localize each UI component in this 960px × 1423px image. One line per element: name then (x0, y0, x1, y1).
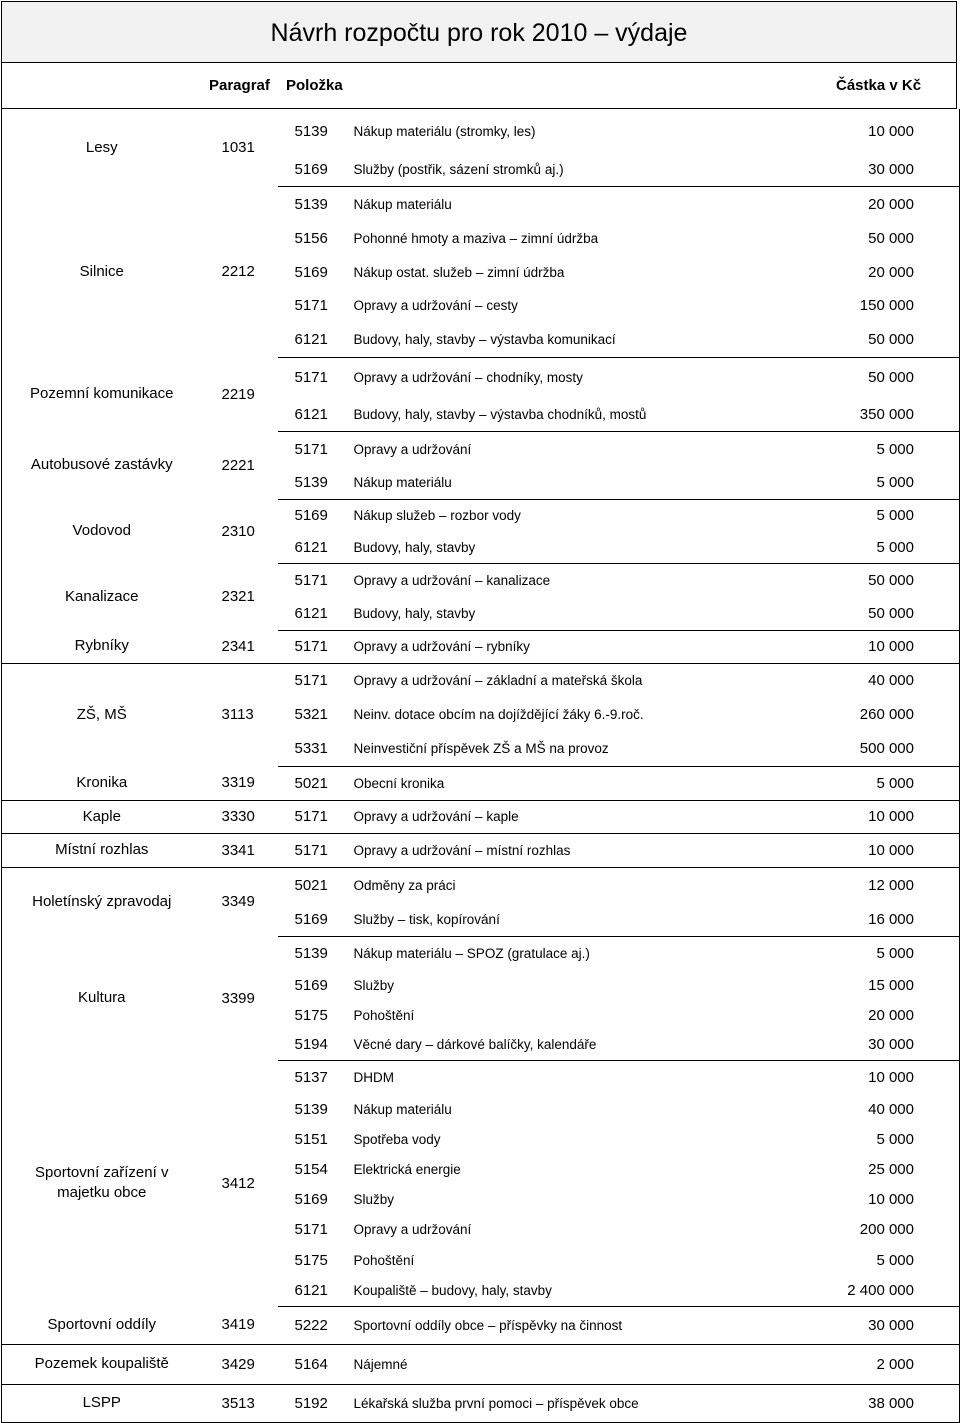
polozka-code: 5175 (294, 1251, 328, 1269)
table-row (2, 766, 960, 800)
category-name: Místní rozhlas (2, 833, 202, 867)
item-description: Opravy a udržování (353, 1222, 472, 1237)
category-name: ZŠ, MŠ (2, 663, 202, 766)
amount: 20 000 (790, 186, 960, 222)
category-name: Holetínský zpravodaj (2, 867, 202, 936)
item-description: Budovy, haly, stavby (354, 532, 790, 563)
polozka-code: 5139 (294, 1100, 328, 1118)
item-description: Věcné dary – dárkové balíčky, kalendáře (354, 1030, 790, 1060)
amount: 50 000 (790, 597, 960, 630)
paragraf-code: 2221 (221, 456, 255, 474)
amount: 25 000 (790, 1154, 960, 1184)
polozka-code: 5169 (294, 1190, 328, 1208)
polozka-code: 5321 (294, 706, 328, 723)
paragraf-code: 3513 (202, 1384, 278, 1422)
polozka-code: 5171 (294, 571, 328, 589)
amount: 30 000 (790, 1306, 960, 1344)
category-name: Pozemek koupaliště (2, 1344, 202, 1384)
polozka-code: 5192 (278, 1384, 354, 1422)
table-row (2, 357, 960, 398)
item-description: Nákup ostat. služeb – zimní údržba (353, 264, 565, 280)
item-description: Budovy, haly, stavby – výstavba chodníků, mostů (354, 398, 790, 431)
item-description: Sportovní oddíly obce – příspěvky na činnost (354, 1306, 790, 1344)
polozka-code: 5139 (294, 195, 328, 213)
paragraf-code: 1031 (221, 139, 255, 156)
amount: 50 000 (790, 222, 960, 255)
paragraf-code: 2212 (221, 263, 255, 280)
amount: 10 000 (790, 109, 960, 153)
item-description: Služby (353, 977, 395, 993)
table-row (2, 867, 960, 903)
paragraf-code: 2341 (202, 630, 278, 663)
polozka-code: 5171 (278, 800, 354, 833)
item-description: Opravy a udržování – místní rozhlas (354, 833, 790, 867)
polozka-code: 5175 (294, 1006, 328, 1024)
item-description: Nákup služeb – rozbor vody (353, 508, 521, 524)
amount: 5 000 (790, 1245, 960, 1275)
polozka-code: 5169 (294, 263, 328, 281)
polozka-code: 5169 (278, 153, 354, 186)
amount: 15 000 (790, 970, 960, 1000)
table-row (2, 936, 960, 970)
item-description: Opravy a udržování (353, 441, 472, 457)
amount: 5 000 (790, 467, 960, 499)
amount: 2 000 (790, 1344, 960, 1384)
table-header (1, 63, 957, 109)
item-description: Opravy a udržování – cesty (353, 298, 518, 313)
amount: 200 000 (790, 1214, 960, 1245)
polozka-code: 5021 (294, 876, 328, 894)
item-description: Nákup materiálu (stromky, les) (353, 123, 536, 139)
header-paragraf: Paragraf (209, 77, 270, 94)
item-description: Nákup materiálu (354, 467, 790, 499)
polozka-code: 5156 (294, 230, 328, 247)
paragraf-code: 3113 (221, 706, 254, 724)
item-description: Nákup materiálu – SPOZ (gratulace aj.) (353, 945, 590, 961)
amount: 20 000 (790, 255, 960, 289)
amount: 500 000 (790, 731, 960, 766)
item-description: Koupaliště – budovy, haly, stavby (354, 1275, 790, 1306)
paragraf-code: 3412 (221, 1174, 255, 1192)
header-polozka: Položka (286, 77, 343, 94)
item-description: Služby – tisk, kopírování (354, 903, 790, 936)
item-description: Pohonné hmoty a maziva – zimní údržba (353, 231, 599, 246)
polozka-code: 5139 (278, 467, 354, 499)
amount: 5 000 (790, 499, 960, 532)
item-description: Pohoštění (353, 1252, 415, 1268)
paragraf-code: 3341 (202, 833, 278, 867)
polozka-code: 5169 (294, 976, 328, 994)
amount: 50 000 (790, 322, 960, 357)
polozka-code: 5171 (294, 440, 328, 458)
item-description: Budovy, haly, stavby – výstavba komunikací (354, 322, 790, 357)
item-description: Nákup materiálu (353, 1101, 452, 1117)
item-description: Budovy, haly, stavby (354, 597, 790, 630)
polozka-code: 5137 (294, 1068, 328, 1086)
paragraf-code: 2310 (221, 522, 255, 540)
amount: 16 000 (790, 903, 960, 936)
polozka-code: 6121 (278, 532, 354, 563)
polozka-code: 5331 (278, 731, 354, 766)
table-row (2, 1384, 960, 1422)
amount: 10 000 (790, 1060, 960, 1094)
amount: 50 000 (790, 563, 960, 597)
amount: 40 000 (790, 1094, 960, 1124)
category-name: Kaple (2, 800, 202, 833)
category-name: Rybníky (2, 630, 202, 663)
paragraf-code: 3349 (221, 893, 255, 911)
amount: 50 000 (790, 357, 960, 398)
item-description: Spotřeba vody (353, 1131, 441, 1147)
item-description: Služby (postřik, sázení stromků aj.) (354, 153, 790, 186)
table-row (2, 563, 960, 597)
polozka-code: 5171 (294, 369, 328, 387)
item-description: Nájemné (354, 1344, 790, 1384)
category-name: LSPP (2, 1384, 202, 1422)
paragraf-code: 2321 (221, 588, 255, 605)
item-description: DHDM (353, 1069, 394, 1085)
item-description: Elektrická energie (353, 1161, 461, 1177)
item-description: Opravy a udržování – kaple (354, 800, 790, 833)
polozka-code: 5169 (278, 903, 354, 936)
item-description: Pohoštění (353, 1007, 415, 1023)
table-row (2, 499, 960, 532)
category-name: Sportovní oddíly (2, 1306, 202, 1344)
amount: 5 000 (790, 936, 960, 970)
category-name: Pozemní komunikace (2, 357, 202, 431)
amount: 10 000 (790, 630, 960, 663)
table-row (2, 1344, 960, 1384)
category-name: Lesy (2, 109, 202, 186)
polozka-code: 5222 (278, 1306, 354, 1344)
item-description: Odměny za práci (353, 877, 456, 893)
amount: 12 000 (790, 867, 960, 903)
polozka-code: 5171 (294, 1221, 328, 1238)
amount: 38 000 (790, 1384, 960, 1422)
category-name: Autobusové zastávky (2, 431, 202, 499)
paragraf-code: 3399 (221, 989, 255, 1007)
paragraf-code: 3330 (202, 800, 278, 833)
polozka-code: 5171 (294, 672, 328, 690)
table-row (2, 663, 960, 698)
paragraf-code: 3429 (202, 1344, 278, 1384)
table-row (2, 800, 960, 833)
polozka-code: 5139 (294, 122, 328, 140)
polozka-code: 5194 (278, 1030, 354, 1060)
amount: 30 000 (790, 1030, 960, 1060)
category-name: Sportovní zařízení v majetku obce (2, 1060, 202, 1306)
amount: 150 000 (790, 289, 960, 322)
amount: 40 000 (790, 663, 960, 698)
item-description: Nákup materiálu (353, 196, 452, 212)
category-name: Kanalizace (2, 563, 202, 630)
table-row (2, 1306, 960, 1344)
budget-document (1, 1, 957, 1423)
polozka-code: 5164 (278, 1344, 354, 1384)
polozka-code: 5171 (294, 297, 328, 314)
polozka-code: 5021 (278, 766, 354, 800)
category-name: Vodovod (2, 499, 202, 563)
polozka-code: 5151 (294, 1130, 328, 1148)
polozka-code: 5154 (294, 1160, 328, 1178)
table-row (2, 431, 960, 467)
table-row (2, 833, 960, 867)
polozka-code: 6121 (278, 1275, 354, 1306)
table-row (2, 186, 960, 222)
polozka-code: 5139 (294, 944, 328, 962)
amount: 10 000 (790, 833, 960, 867)
amount: 5 000 (790, 1124, 960, 1154)
item-description: Opravy a udržování – základní a mateřská škola (353, 673, 643, 689)
paragraf-code: 3419 (202, 1306, 278, 1344)
item-description: Opravy a udržování – chodníky, mosty (353, 370, 583, 386)
polozka-code: 6121 (278, 398, 354, 431)
amount: 5 000 (790, 766, 960, 800)
item-description: Neinvestiční příspěvek ZŠ a MŠ na provoz (354, 731, 790, 766)
category-name: Kronika (2, 766, 202, 800)
polozka-code: 5171 (278, 833, 354, 867)
polozka-code: 5171 (278, 630, 354, 663)
table-row (2, 109, 960, 153)
amount: 10 000 (790, 800, 960, 833)
category-name: Kultura (2, 936, 202, 1060)
page-title: Návrh rozpočtu pro rok 2010 – výdaje (1, 1, 957, 63)
item-description: Opravy a udržování – rybníky (354, 630, 790, 663)
polozka-code: 6121 (278, 597, 354, 630)
paragraf-code: 3319 (202, 766, 278, 800)
amount: 2 400 000 (790, 1275, 960, 1306)
amount: 20 000 (790, 1000, 960, 1030)
item-description: Lékařská služba první pomoci – příspěvek obce (354, 1384, 790, 1422)
item-description: Opravy a udržování – kanalizace (353, 572, 551, 588)
amount: 5 000 (790, 532, 960, 563)
amount: 350 000 (790, 398, 960, 431)
item-description: Služby (353, 1191, 395, 1207)
table-row (2, 630, 960, 663)
item-description: Neinv. dotace obcím na dojíždějící žáky 6.-9.roč. (353, 707, 644, 722)
table-row (2, 1060, 960, 1094)
budget-table (1, 109, 960, 1423)
polozka-code: 6121 (278, 322, 354, 357)
header-castka: Částka v Kč (836, 77, 922, 94)
category-name: Silnice (2, 186, 202, 357)
paragraf-code: 2219 (221, 385, 255, 403)
amount: 30 000 (790, 153, 960, 186)
amount: 5 000 (790, 431, 960, 467)
amount: 260 000 (790, 698, 960, 731)
amount: 10 000 (790, 1184, 960, 1214)
item-description: Obecní kronika (354, 766, 790, 800)
polozka-code: 5169 (294, 507, 328, 525)
